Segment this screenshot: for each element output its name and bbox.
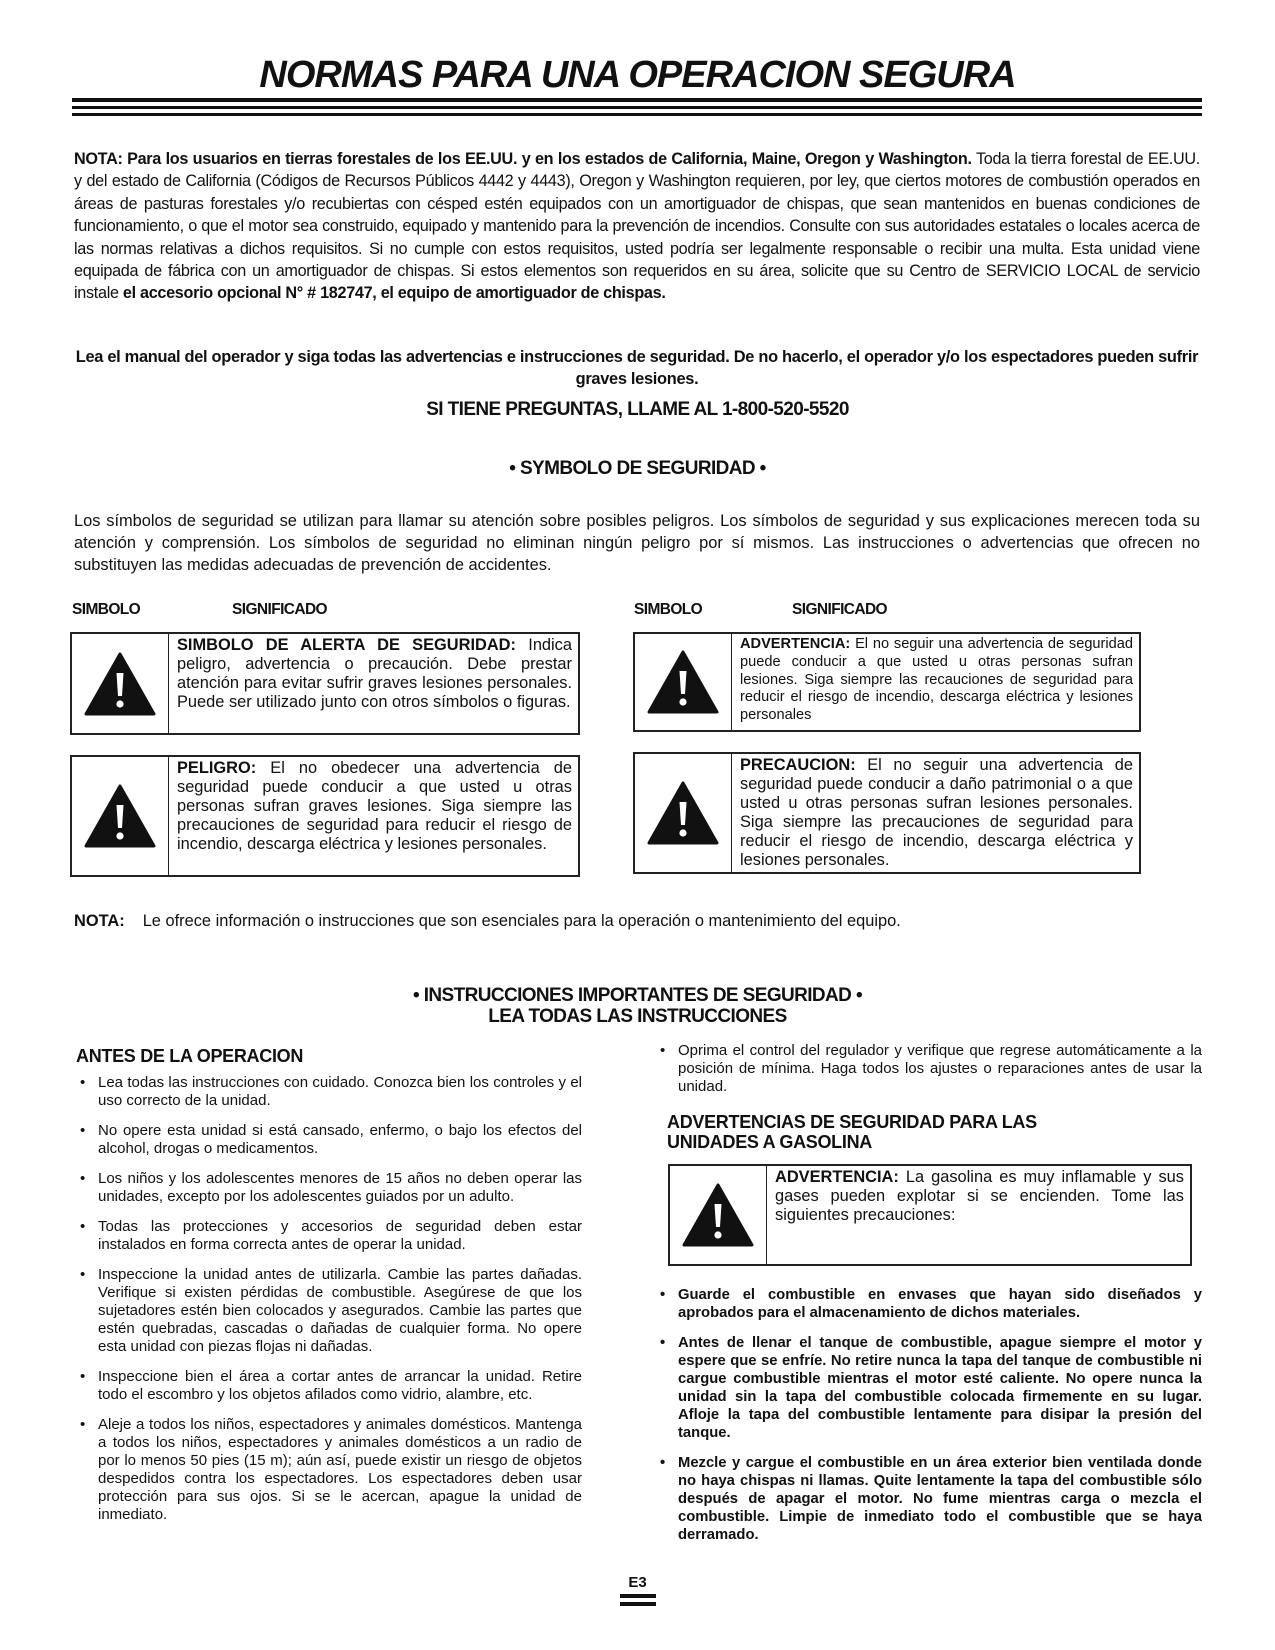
symbol-cell <box>72 757 169 875</box>
gasoline-heading-line2: UNIDADES A GASOLINA <box>667 1132 872 1152</box>
symbol-description: Indica peligro, advertencia o precaución. Debe prestar atención para evitar sufrir graves lesiones personales. Puede ser utilizado junto con otros símbolos o figuras. <box>177 636 572 711</box>
title-rule-1 <box>72 98 1202 102</box>
symbol-description: El no seguir una advertencia de seguridad puede conducir a daño patrimonial o a que usted u otras personas sufran lesiones personales. Siga siempre las precauciones de seguridad para reducir el riesgo de incendio, descarga eléctrica y lesiones personales. <box>740 756 1133 869</box>
list-item: • Aleje a todos los niños, espectadores y animales domésticos. Mantenga a todos los niños, espectadores y animales domésticos a un radio de por lo menos 50 pies (15 m); aún así, puede existir un riesgo de objetos despedidos contra los espectadores. Los espectadores deben usar protección para sus ojos. Si se le acercan, apague la unidad de inmediato. <box>78 1416 582 1524</box>
list-item: • Los niños y los adolescentes menores de 15 años no deben operar las unidades, excepto por los adolescentes guiados por un adulto. <box>78 1170 582 1206</box>
symbol-box-caution <box>633 752 1141 874</box>
list-item: • Antes de llenar el tanque de combustible, apague siempre el motor y espere que se enfríe. No retire nunca la tapa del tanque de combustible ni cargue combustible mientras el motor esté caliente. No opere nunca la unidad sin la tapa del combustible colocada firmemente en su lugar. Afloje la tapa del combustible lentamente para disipar la presión del tanque. <box>658 1334 1202 1442</box>
read-manual-warning: Lea el manual del operador y siga todas las advertencias e instrucciones de seguridad. De no hacerlo, el operador y/o los espectadores pueden sufrir graves lesiones. <box>75 348 1199 388</box>
symbol-term: PELIGRO: <box>177 759 257 777</box>
title-rule-3 <box>72 113 1202 116</box>
col-symbol-right: SIMBOLO <box>634 601 703 618</box>
symbol-box-warning <box>633 632 1141 732</box>
title-rule-2 <box>72 106 1202 109</box>
throttle-check-list <box>658 1042 1202 1108</box>
symbol-meaning <box>169 757 578 875</box>
footer-rule-2 <box>620 1602 656 1606</box>
footer-rule-1 <box>620 1594 656 1598</box>
note-lead: NOTA: Para los usuarios en tierras forestales de los EE.UU. y en los estados de California, Maine, Oregon y Washington. <box>74 150 972 168</box>
col-meaning-left: SIGNIFICADO <box>232 601 328 618</box>
symbol-cell <box>670 1166 767 1264</box>
before-operation-list <box>78 1074 582 1536</box>
instructions-heading: • INSTRUCCIONES IMPORTANTES DE SEGURIDAD • <box>412 985 863 1006</box>
symbol-description: El no seguir una advertencia de seguridad puede conducir a que usted u otras personas sufran lesiones. Siga siempre las recauciones de seguridad para reducir el riesgo de incendio, descarga eléctrica y lesiones personales <box>740 636 1133 724</box>
symbol-term: SIMBOLO DE ALERTA DE SEGURIDAD: <box>177 636 516 654</box>
symbol-cell <box>635 754 732 872</box>
symbol-description: La gasolina es muy inflamable y sus gases pueden explotar si se encienden. Tome las siguientes precauciones: <box>775 1168 1184 1224</box>
gasoline-heading-line1: ADVERTENCIAS DE SEGURIDAD PARA LAS <box>667 1112 1037 1132</box>
page-number: E3 <box>628 1574 647 1591</box>
warning-triangle-icon <box>682 1182 754 1248</box>
list-item: • Mezcle y cargue el combustible en un área exterior bien ventilada donde no haya chispas ni llamas. Quite lentamente la tapa del combustible sólo después de apagar el motor. No fume mientras carga o mezcla el combustible. Limpie de inmediato todo el combustible que se haya derramado. <box>658 1454 1202 1544</box>
warning-triangle-icon <box>647 780 719 846</box>
instructions-subheading: LEA TODAS LAS INSTRUCCIONES <box>488 1006 787 1027</box>
symbol-term: PRECAUCION: <box>740 756 856 774</box>
symbol-meaning <box>732 634 1139 730</box>
col-meaning-right: SIGNIFICADO <box>792 601 888 618</box>
list-item: • Guarde el combustible en envases que hayan sido diseñados y aprobados para el almacenamiento de dichos materiales. <box>658 1286 1202 1322</box>
note-label: NOTA: <box>74 912 125 930</box>
spark-arrestor-note <box>74 148 1200 305</box>
list-item: • Inspeccione bien el área a cortar antes de arrancar la unidad. Retire todo el escombro y los objetos afilados como vidrio, alambre, etc. <box>78 1368 582 1404</box>
note-tail: el accesorio opcional N° # 182747, el equipo de amortiguador de chispas. <box>122 284 666 303</box>
note-body: Toda la tierra forestal de EE.UU. y del estado de California (Códigos de Recursos Públicos 4442 y 4443), Oregon y Washington requieren, por ley, que ciertos motores de combustión operados en áreas de pasturas forestales y/o recubiertas con césped estén equipados con un amortiguador de chispas, que sean mantenidos en buenas condiciones de funcionamiento, o que el motor sea construido, equipado y mantenido para la prevención de incendios. Consulte con sus autoridades estatales o locales acerca de las normas relativas a dichos requisitos. Si no cumple con estos requisitos, usted podría ser legalmente responsable o recibir una multa. Esta unidad viene equipada de fábrica con un amortiguador de chispas. Si estos elementos son requeridos en su área, solicite que su Centro de SERVICIO LOCAL de servicio instale <box>74 150 1200 303</box>
page-title: NORMAS PARA UNA OPERACION SEGURA <box>259 54 1016 96</box>
gasoline-warning-box <box>668 1164 1192 1266</box>
symbol-section-heading: • SYMBOLO DE SEGURIDAD • <box>509 458 766 479</box>
list-item: • Todas las protecciones y accesorios de seguridad deben estar instalados en forma correcta antes de operar la unidad. <box>78 1218 582 1254</box>
list-item: • Lea todas las instrucciones con cuidado. Conozca bien los controles y el uso correcto de la unidad. <box>78 1074 582 1110</box>
symbol-box-danger <box>70 755 580 877</box>
symbol-meaning <box>767 1166 1190 1264</box>
symbol-meaning <box>732 754 1139 872</box>
before-operation-heading: ANTES DE LA OPERACION <box>76 1046 304 1066</box>
list-item: • No opere esta unidad si está cansado, enfermo, o bajo los efectos del alcohol, drogas o medicamentos. <box>78 1122 582 1158</box>
phone-line: SI TIENE PREGUNTAS, LLAME AL 1-800-520-5520 <box>426 399 849 420</box>
symbol-meaning <box>169 634 578 733</box>
symbol-description: El no obedecer una advertencia de seguridad puede conducir a que usted u otras personas sufran graves lesiones. Siga siempre las precauciones de seguridad para reducir el riesgo de incendio, descarga eléctrica y lesiones personales. <box>177 759 572 853</box>
symbol-cell <box>72 634 169 733</box>
warning-triangle-icon <box>647 649 719 715</box>
warning-triangle-icon <box>84 651 156 717</box>
symbol-cell <box>635 634 732 730</box>
list-item: • Oprima el control del regulador y verifique que regrese automáticamente a la posición de mínima. Haga todos los ajustes o reparaciones antes de usar la unidad. <box>658 1042 1202 1096</box>
symbol-box-alert <box>70 632 580 735</box>
symbol-term: ADVERTENCIA: <box>775 1168 899 1186</box>
warning-triangle-icon <box>84 783 156 849</box>
symbol-intro: Los símbolos de seguridad se utilizan para llamar su atención sobre posibles peligros. Los símbolos de seguridad y sus explicaciones merecen toda su atención y comprensión. Los símbolos de seguridad no eliminan ningún peligro por sí mismos. Las instrucciones o advertencias que ofrecen no substituyen las medidas adecuadas de prevención de accidentes. <box>74 512 1200 575</box>
list-item: • Inspeccione la unidad antes de utilizarla. Cambie las partes dañadas. Verifique si existen pérdidas de combustible. Asegúrese de que los sujetadores estén bien colocados y asegurados. Cambie las partes que estén quebradas, cascadas o dañadas de cualquier forma. No opere esta unidad con piezas flojas ni dañadas. <box>78 1266 582 1356</box>
note-text: Le ofrece información o instrucciones que son esenciales para la operación o mantenimiento del equipo. <box>142 912 901 930</box>
col-symbol-left: SIMBOLO <box>72 601 141 618</box>
note-line <box>74 912 901 931</box>
symbol-term: ADVERTENCIA: <box>740 636 851 652</box>
gasoline-list <box>658 1286 1202 1556</box>
